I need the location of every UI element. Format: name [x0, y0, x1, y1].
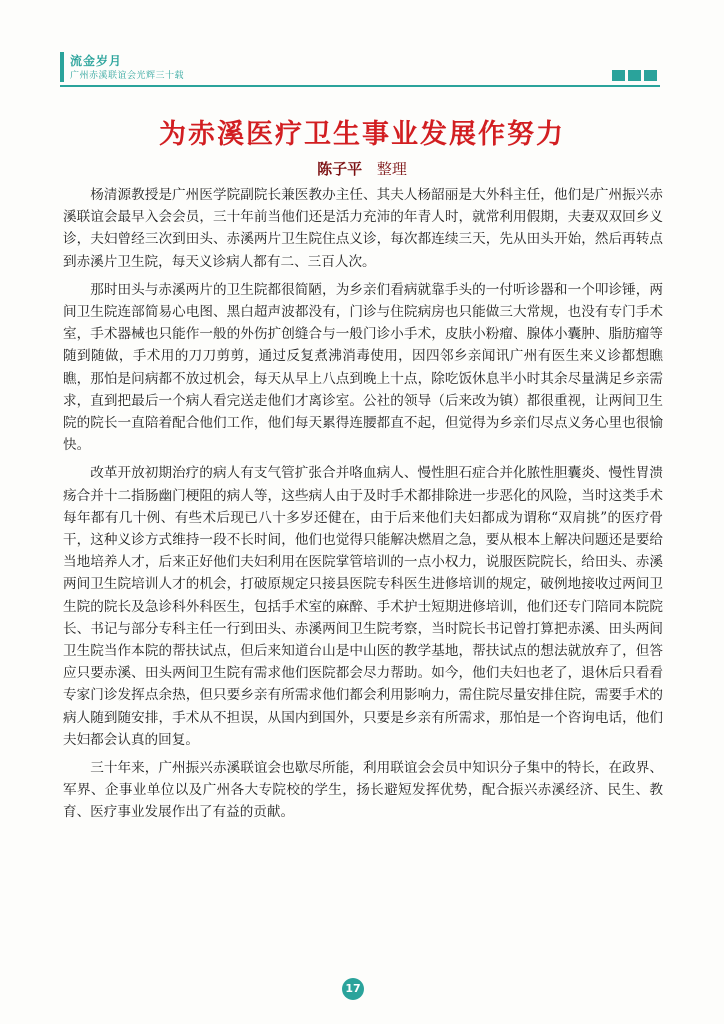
paragraph: 改革开放初期治疗的病人有支气管扩张合并咯血病人、慢性胆石症合并化脓性胆囊炎、慢性胃溃疡合并十二指肠幽门梗阻的病人等，这些病人由于及时手术都排除进一步恶化的风险，当时这类手术每年都有几十例、有些术后现已八十多岁还健在，由于后来他们夫妇都成为谓称“双肩挑”的医疗骨干，这种义诊方式维持一段不长时间，他们也觉得只能解决燃眉之急，要从根本上解决问题还是要给当地培养人才，后来正好他们夫妇利用在医院掌管培训的一点小权力，说服医院院长，给田头、赤溪两间卫生院培训人才的机会，打破原规定只接县医院专科医生进修培训的规定，破例地接收过两间卫生院的院长及急诊科外科医生，包括手术室的麻醉、手术护士短期进修培训，他们还专门陪同本院院长、书记与部分专科主任一行到田头、赤溪两间卫生院考察，当时院长书记曾打算把赤溪、田头两间卫生院当作本院的帮扶试点，但后来知道台山是中山医的教学基地，帮扶试点的想法就放弃了，但答应只要赤溪、田头两间卫生院有需求他们医院都会尽力帮助。如今，他们夫妇也老了，退休后只看看专家门诊发挥点余热，但只要乡亲有所需求他们都会利用影响力，需住院尽量安排住院，需要手术的病人随到随安排，手术从不担误，从国内到国外，只要是乡亲有所需求，那怕是一个咨询电话，他们夫妇都会认真的回复。: [63, 465, 663, 748]
paragraph: 三十年来，广州振兴赤溪联谊会也歇尽所能，利用联谊会会员中知识分子集中的特长，在政界、军界、企事业单位以及广州各大专院校的学生，扬长避短发挥优势，配合振兴赤溪经济、民生、教育、医疗事业发展作出了有益的贡献。: [63, 760, 663, 821]
decoration-square: [644, 70, 657, 81]
header-rule: [60, 85, 660, 87]
article-body: [63, 184, 663, 830]
column-subtitle: 广州赤溪联谊会光辉三十载: [70, 71, 185, 81]
decoration-square: [628, 70, 641, 81]
author-name: 陈子平: [317, 160, 363, 178]
paragraph: 那时田头与赤溪两片的卫生院都很简陋，为乡亲们看病就靠手头的一付听诊器和一个叩诊锤，两间卫生院连部简易心电图、黑白超声波都没有，门诊与住院病房也只能做三大常规，也没有专门手术室，手术器械也只能作一般的外伤扩创缝合与一般门诊小手术，皮肤小粉瘤、腺体小囊肿、脂肪瘤等随到随做，手术用的刀刀剪剪，通过反复煮沸消毒使用，因四邻乡亲闻讯广州有医生来义诊都想瞧瞧，那怕是问病都不放过机会，每天从早上八点到晚上十点，除吃饭休息半小时其余尽量满足乡亲需求，直到把最后一个病人看完送走他们才离诊室。公社的领导（后来改为镇）都很重视，让两间卫生院的院长一直陪着配合他们工作，他们每天累得连腰都直不起，但觉得为乡亲们尽点义务心里也很愉快。: [63, 281, 663, 454]
header-accent-bar: [60, 52, 64, 82]
author-role: 整理: [376, 160, 407, 178]
article-title: 为赤溪医疗卫生事业发展作努力: [159, 119, 565, 150]
paragraph: 杨清源教授是广州医学院副院长兼医教办主任、其夫人杨韶丽是大外科主任，他们是广州振兴赤溪联谊会最早入会会员，三十年前当他们还是活力充沛的年青人时，就常利用假期，夫妻双双回乡义诊，夫妇曾经三次到田头、赤溪两片卫生院住点义诊，每次都连续三天，先从田头开始，然后再转点到赤溪片卫生院，每天义诊病人都有二、三百人次。: [63, 187, 663, 270]
byline: [0, 158, 724, 179]
column-title: 流金岁月: [70, 54, 123, 68]
header-decoration-squares: [612, 70, 657, 81]
decoration-square: [612, 70, 625, 81]
page-number: 17: [342, 978, 364, 1000]
